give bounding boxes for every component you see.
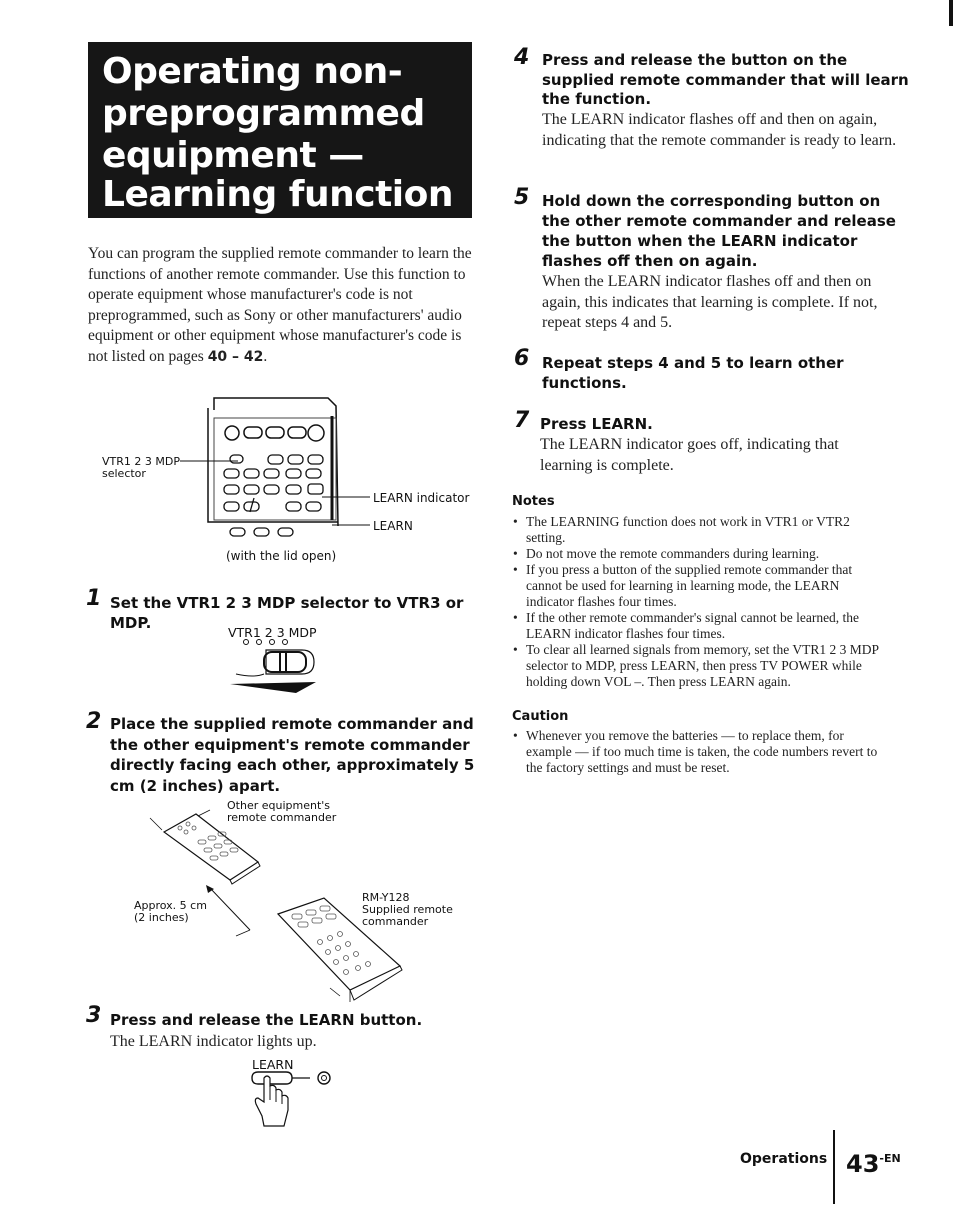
step-3-body: The LEARN indicator lights up.: [110, 1033, 317, 1050]
note-item: • To clear all learned signals from memory, set the VTR1 2 3 MDP selector to MDP, press LEARN, then press TV POWER while holding down VOL –. Then press LEARN again.: [513, 642, 889, 690]
page-title-line-2: preprogrammed: [102, 93, 425, 134]
step-5-title: Hold down the corresponding button on the other remote commander and release the button when the LEARN indicator flashes off then on again.: [542, 192, 896, 270]
step-7-number: 7: [514, 408, 530, 433]
learn-pointer-lines: [322, 490, 372, 530]
step-4-body: The LEARN indicator flashes off and then on again, indicating that the remote commander is ready to learn.: [542, 111, 897, 149]
step-7-body: The LEARN indicator goes off, indicating that learning is complete.: [540, 436, 839, 474]
footer-section: Operations: [740, 1151, 828, 1167]
step-7-title: Press LEARN.: [540, 415, 653, 433]
page-edge-mark: [949, 0, 953, 26]
page-number-value: 43: [846, 1150, 880, 1178]
footer-divider: [833, 1130, 835, 1204]
page-title-line-4: Learning function: [102, 174, 453, 215]
other-remote-label-1: Other equipment's: [227, 799, 331, 812]
switch-label: VTR1 2 3 MDP: [228, 625, 317, 640]
caution-item: • Whenever you remove the batteries — to replace them, for example — if too much time is taken, the code numbers revert to the factory settings and must be reset.: [513, 728, 889, 776]
step-5-body: When the LEARN indicator flashes off and then on again, this indicates that learning is complete. If not, repeat steps 4 and 5.: [542, 273, 878, 331]
caution-heading: Caution: [512, 709, 569, 724]
learn-label: LEARN: [373, 519, 413, 533]
caution-list: [513, 728, 889, 776]
supplied-remote-label: [362, 892, 453, 928]
step-3-title: Press and release the LEARN button.: [110, 1011, 423, 1029]
lid-open-caption: (with the lid open): [226, 549, 337, 563]
step-1-title: Set the VTR1 2 3 MDP selector to VTR3 or MDP.: [110, 594, 464, 632]
step-2-number: 2: [86, 709, 102, 734]
page-title-line-1: Operating non-: [102, 51, 403, 92]
page-number: [846, 1146, 901, 1177]
distance-label: [134, 900, 207, 924]
learn-button-label: LEARN: [252, 1057, 294, 1072]
step-1-number: 1: [86, 586, 102, 611]
distance-label-2: (2 inches): [134, 911, 189, 924]
learn-indicator-label: LEARN indicator: [373, 491, 470, 505]
selector-label: [102, 456, 180, 480]
note-item: • If the other remote commander's signal cannot be learned, the LEARN indicator flashes four times.: [513, 610, 889, 642]
selector-label-line-1: VTR1 2 3 MDP: [102, 455, 180, 468]
intro-text: You can program the supplied remote commander to learn the functions of another remote commander. Use this function to operate equipment whose manufacturer's code is not preprogrammed, such as Sony or other manufacturers' audio equipment or other equipment whose manufacturer's code is not listed on pages: [88, 245, 472, 365]
other-remote-label-2: remote commander: [227, 811, 337, 824]
note-item: • Do not move the remote commanders during learning.: [513, 546, 889, 562]
title-banner: [88, 42, 472, 218]
supplied-remote-label-1: RM-Y128: [362, 891, 410, 904]
step-3-number: 3: [86, 1003, 102, 1028]
supplied-remote-label-3: commander: [362, 915, 429, 928]
step-4-number: 4: [514, 45, 530, 70]
intro-end: .: [263, 347, 268, 365]
step-6-number: 6: [514, 346, 530, 371]
note-item: • If you press a button of the supplied remote commander that cannot be used for learning in learning mode, the LEARN indicator flashes four times.: [513, 562, 889, 610]
intro-pages: 40 – 42: [207, 348, 264, 365]
distance-label-1: Approx. 5 cm: [134, 899, 207, 912]
notes-list: [513, 514, 889, 690]
page-title-line-3: equipment —: [102, 135, 364, 176]
selector-switch-illustration: [224, 638, 324, 698]
note-item: • The LEARNING function does not work in VTR1 or VTR2 setting.: [513, 514, 889, 546]
intro-paragraph: [88, 244, 472, 367]
selector-label-line-2: selector: [102, 467, 146, 480]
supplied-remote-label-2: Supplied remote: [362, 903, 453, 916]
page-number-suffix: -EN: [879, 1152, 901, 1165]
step-4-title: Press and release the button on the supplied remote commander that will learn the function.: [542, 51, 909, 108]
hand-pressing-learn-illustration: [248, 1070, 338, 1130]
step-6-title: Repeat steps 4 and 5 to learn other functions.: [542, 354, 844, 392]
step-5-number: 5: [514, 185, 530, 210]
step-2-title: Place the supplied remote commander and the other equipment's remote commander directly facing each other, approximately 5 cm (2 inches) apart.: [110, 715, 475, 795]
notes-heading: Notes: [512, 494, 555, 509]
